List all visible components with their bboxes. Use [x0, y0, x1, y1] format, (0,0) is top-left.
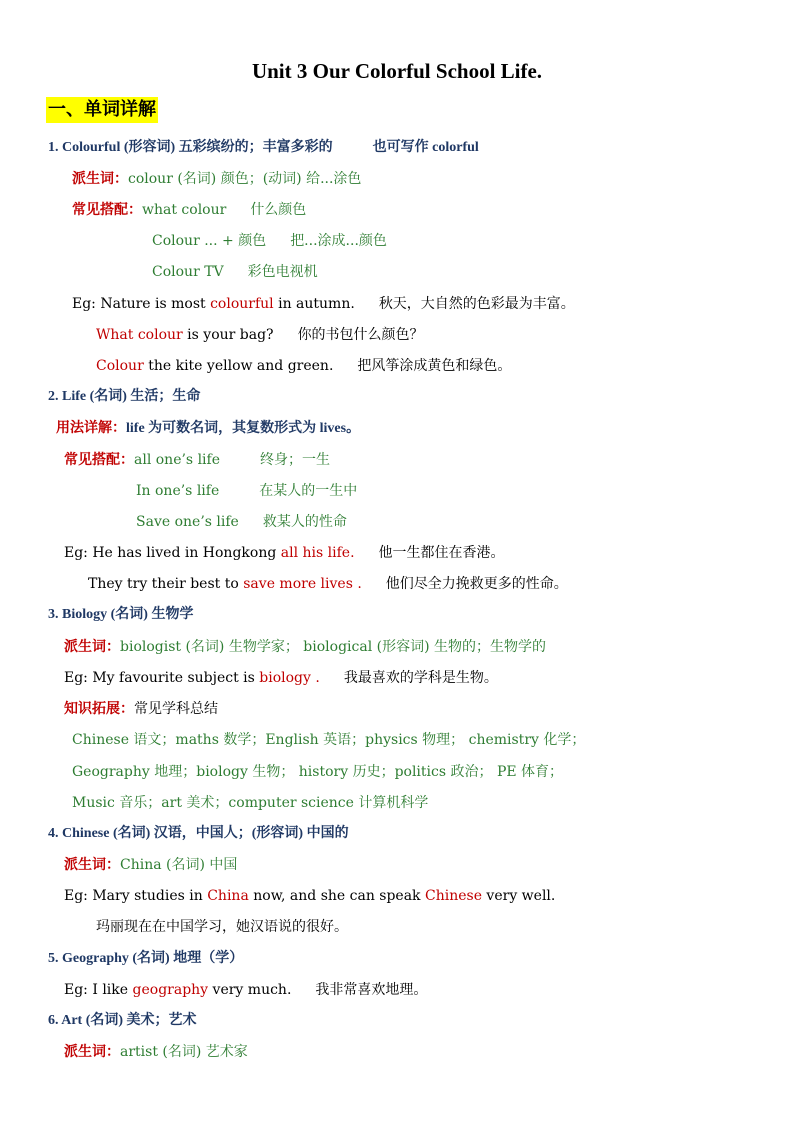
example-text: Eg: Mary studies in [64, 888, 208, 904]
example-highlight: What colour [96, 327, 183, 343]
page-title: Unit 3 Our Colorful School Life. [251, 59, 543, 83]
example-translation: 他一生都住在香港。 [378, 545, 505, 561]
entry-1-example-1 [72, 294, 575, 314]
collocation-en: In one’s life [136, 483, 220, 499]
example-translation: 他们尽全力挽救更多的性命。 [385, 576, 568, 592]
entry-4-example-translation: 玛丽现在在中国学习，她汉语说的很好。 [96, 919, 348, 935]
example-highlight: Chinese [425, 888, 482, 904]
collocation-label: 常见搭配： [64, 452, 134, 468]
derivative-text: artist (名词) 艺术家 [120, 1044, 248, 1060]
entry-2-heading: 2. Life (名词) 生活；生命 [48, 389, 201, 404]
collocation-zh: 彩色电视机 [247, 264, 318, 280]
example-text: Eg: He has lived in Hongkong [64, 545, 281, 561]
usage-label: 用法详解： [56, 420, 126, 436]
entry-1-alt-spelling: 也可写作 colorful [372, 140, 479, 155]
entry-2-collocation-1 [64, 450, 330, 470]
collocation-en: Colour TV [152, 264, 224, 280]
example-highlight: China [207, 888, 249, 904]
entry-2-collocation-2 [136, 481, 357, 501]
example-text: now, and she can speak [248, 888, 425, 904]
entry-2-collocation-3 [136, 512, 347, 532]
entry-3-heading: 3. Biology (名词) 生物学 [48, 607, 194, 622]
collocation-en: Colour ... + 颜色 [152, 233, 267, 249]
collocation-zh: 救某人的性命 [262, 514, 347, 530]
entry-2-example-2 [88, 574, 568, 594]
usage-text: life 为可数名词，其复数形式为 lives。 [126, 421, 361, 436]
entry-1-title: 1. Colourful (形容词) 五彩缤纷的；丰富多彩的 [48, 140, 333, 155]
collocation-zh: 把...涂成...颜色 [290, 233, 387, 249]
subject-list-line-2: Geography 地理；biology 生物； history 历史；politics 政治； PE 体育； [72, 764, 564, 780]
entry-5-heading: 5. Geography (名词) 地理（学） [48, 951, 244, 966]
entry-1-example-3 [96, 356, 511, 376]
example-text: is your bag? [182, 327, 274, 343]
derivative-label: 派生词： [64, 639, 120, 655]
entry-3-extension [64, 699, 218, 719]
collocation-label: 常见搭配： [72, 202, 142, 218]
derivative-text: biologist (名词) 生物学家； biological (形容词) 生物的；生物学的 [120, 639, 547, 655]
example-highlight: all his life. [280, 545, 355, 561]
example-text: Eg: Nature is most [72, 296, 211, 312]
subject-list-line-3: Music 音乐；art 美术；computer science 计算机科学 [72, 795, 429, 811]
entry-1-derivative [72, 169, 361, 189]
example-highlight: save more lives . [243, 576, 362, 592]
entry-2-example-1 [64, 543, 505, 563]
example-text: very much. [208, 982, 292, 998]
collocation-en: Save one’s life [136, 514, 239, 530]
entry-6-heading: 6. Art (名词) 美术；艺术 [48, 1013, 197, 1028]
entry-4-derivative [64, 855, 237, 875]
entry-3-example [64, 668, 498, 688]
collocation-en: what colour [142, 202, 227, 218]
section-heading: 一、单词详解 [46, 97, 158, 123]
example-translation: 我非常喜欢地理。 [315, 982, 428, 998]
example-highlight: colourful [210, 296, 274, 312]
collocation-zh: 在某人的一生中 [259, 483, 358, 499]
entry-1-collocation-1 [72, 200, 306, 220]
entry-4-example [64, 886, 555, 906]
example-highlight: geography [132, 982, 209, 998]
subject-list-line-1: Chinese 语文；maths 数学；English 英语；physics 物理； chemistry 化学； [72, 732, 586, 748]
derivative-label: 派生词： [72, 171, 128, 187]
derivative-text: colour (名词) 颜色；(动词) 给...涂色 [128, 171, 362, 187]
entry-5-example [64, 980, 427, 1000]
entry-1-collocation-3 [152, 262, 318, 282]
collocation-zh: 什么颜色 [250, 202, 307, 218]
example-text: Eg: My favourite subject is [64, 670, 260, 686]
example-translation: 秋天，大自然的色彩最为丰富。 [378, 296, 575, 312]
entry-1-example-2 [96, 325, 424, 345]
entry-2-usage [56, 418, 360, 439]
example-translation: 我最喜欢的学科是生物。 [343, 670, 498, 686]
example-text: in autumn. [273, 296, 355, 312]
example-highlight: biology . [259, 670, 320, 686]
entry-1-heading [48, 138, 479, 158]
extension-text: 常见学科总结 [134, 701, 218, 717]
extension-label: 知识拓展： [64, 701, 134, 717]
collocation-en: all one’s life [134, 452, 220, 468]
example-highlight: Colour [96, 358, 144, 374]
entry-4-heading: 4. Chinese (名词) 汉语，中国人；(形容词) 中国的 [48, 826, 349, 841]
example-translation: 你的书包什么颜色？ [297, 327, 424, 343]
entry-6-derivative [64, 1042, 248, 1062]
example-text: Eg: I like [64, 982, 133, 998]
entry-1-collocation-2 [152, 231, 387, 251]
derivative-text: China (名词) 中国 [120, 857, 238, 873]
example-text: very well. [481, 888, 556, 904]
derivative-label: 派生词： [64, 857, 120, 873]
example-translation: 把风筝涂成黄色和绿色。 [357, 358, 512, 374]
entry-3-derivative [64, 637, 546, 657]
example-text: They try their best to [88, 576, 244, 592]
derivative-label: 派生词： [64, 1044, 120, 1060]
collocation-zh: 终身；一生 [260, 452, 330, 468]
example-text: the kite yellow and green. [143, 358, 334, 374]
